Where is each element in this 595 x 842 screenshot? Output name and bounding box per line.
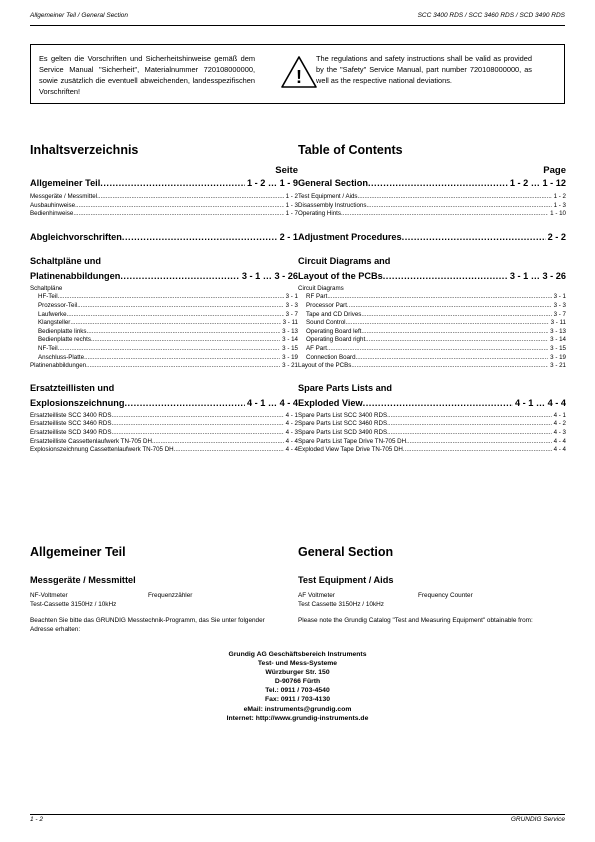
page-column-label: Seite [275, 165, 298, 176]
toc-entry[interactable]: Prozessor-Teil ..... 3 - 3 [30, 302, 298, 311]
toc-entry[interactable]: Operating Board right ..... 3 - 14 [298, 336, 566, 345]
toc-section[interactable]: Abgleichvorschriften ..... 2 - 1 [30, 231, 298, 244]
toc-entry[interactable]: Ersatzteilliste Cassettenlaufwerk TN-705 DH ..... 4 - 4 [30, 438, 298, 447]
toc-en [298, 143, 566, 455]
toc-entry[interactable]: Bedienplatte links ..... 3 - 13 [30, 328, 298, 337]
toc-subheading: Schaltpläne [30, 284, 63, 292]
address-line: Grundig AG Geschäftsbereich Instruments [228, 651, 367, 658]
toc-entry[interactable]: Processor Part ..... 3 - 3 [298, 302, 566, 311]
toc-entry[interactable]: Operating Hints ..... 1 - 10 [298, 210, 566, 219]
toc-entry[interactable]: Explosionszeichnung Cassettenlaufwerk TN-705 DH ..... 4 - 4 [30, 446, 298, 455]
toc-entry[interactable]: Ersatzteilliste SCD 3490 RDS ..... 4 - 3 [30, 429, 298, 438]
toc-entry[interactable]: AF Part ..... 3 - 15 [298, 345, 566, 354]
equipment-item: Frequency Counter [418, 592, 473, 599]
header-left: Allgemeiner Teil / General Section [30, 12, 129, 19]
toc-entry[interactable]: Spare Parts List Tape Drive TN-705 DH ..... 4 - 4 [298, 438, 566, 447]
toc-entry[interactable]: RF Part ..... 3 - 1 [298, 293, 566, 302]
toc-section[interactable]: General Section ..... 1 - 2 … 1 - 12 [298, 177, 566, 190]
toc-section-line: Spare Parts Lists and [298, 382, 392, 393]
toc-entry[interactable]: Spare Parts List SCC 3460 RDS ..... 4 - 2 [298, 420, 566, 429]
warning-glyph: ! [296, 67, 302, 87]
general-section-de [30, 545, 270, 634]
equipment-line [30, 592, 270, 601]
toc-entry[interactable]: Bedienplatte rechts ..... 3 - 14 [30, 336, 298, 345]
toc-section[interactable]: Explosionszeichnung ..... 4 - 1 … 4 - 4 [30, 397, 298, 410]
toc-entry[interactable]: Sound Control ..... 3 - 11 [298, 319, 566, 328]
address-line: Tel.: 0911 / 703-4540 [265, 687, 330, 695]
address-line: Fax: 0911 / 703-4130 [265, 696, 330, 704]
toc-entry[interactable]: Operating Board left ..... 3 - 13 [298, 328, 566, 337]
toc-section[interactable]: Platinenabbildungen ..... 3 - 1 … 3 - 26 [30, 270, 298, 283]
toc-section-line: Circuit Diagrams and [298, 255, 391, 266]
toc-entry[interactable]: Ersatzteilliste SCC 3400 RDS ..... 4 - 1 [30, 412, 298, 421]
website-link[interactable]: Internet: http://www.grundig-instruments.de [226, 714, 369, 722]
toc-entry[interactable]: Tape and CD Drives ..... 3 - 7 [298, 311, 566, 320]
toc-entry[interactable]: Spare Parts List SCD 3490 RDS ..... 4 - 3 [298, 429, 566, 438]
footer-brand: GRUNDIG Service [510, 816, 565, 823]
equipment-item: Test-Cassette 3150Hz / 10kHz [30, 600, 117, 608]
toc-entry[interactable]: Layout of the PCBs ..... 3 - 21 [298, 362, 566, 371]
toc-entry[interactable]: Ausbauhinweise ..... 1 - 3 [30, 202, 298, 211]
address-line: Test- und Mess-Systeme [257, 660, 338, 668]
address-line: D-90766 Fürth [274, 678, 321, 686]
page-number: 1 - 2 [30, 816, 44, 823]
address-line: Würzburger Str. 150 [265, 669, 330, 677]
toc-de [30, 143, 298, 455]
catalog-note: Beachten Sie bitte das GRUNDIG Messtechnik-Programm, das Sie unter folgender Adresse erhalten: [30, 617, 265, 633]
warning-triangle-icon [280, 55, 318, 89]
safety-text-en: The regulations and safety instructions shall be valid as provided by the "Safety" Service Manual, part number 720108000000, as well as the respective national deviations. [316, 54, 532, 85]
equipment-item: Test Cassette 3150Hz / 10kHz [298, 600, 384, 608]
general-section-en [298, 545, 538, 626]
page-column-label: Page [543, 165, 566, 176]
toc-entry[interactable]: Platinenabbildungen ..... 3 - 21 [30, 362, 298, 371]
equipment-line [298, 592, 538, 601]
header-rule [30, 25, 565, 26]
toc-subheading: Circuit Diagrams [298, 284, 344, 292]
toc-entry[interactable]: Laufwerke ..... 3 - 7 [30, 311, 298, 320]
catalog-note: Please note the Grundig Catalog "Test and Measuring Equipment" obtainable from: [298, 617, 533, 625]
safety-box [30, 44, 565, 104]
toc-entry[interactable]: NF-Teil ..... 3 - 15 [30, 345, 298, 354]
section-subtitle: Test Equipment / Aids [298, 575, 394, 585]
toc-entry[interactable]: Klangsteller ..... 3 - 11 [30, 319, 298, 328]
toc-section[interactable]: Layout of the PCBs ..... 3 - 1 … 3 - 26 [298, 270, 566, 283]
equipment-item: Frequenzzähler [148, 592, 193, 599]
safety-text-de: Es gelten die Vorschriften und Sicherheitshinweise gemäß dem Service Manual "Sicherheit", Materialnummer 720108000000, sowie zusätzlich die eventuell abweichenden, landesspezifischen Vorschriften! [39, 54, 255, 96]
section-title: General Section [298, 545, 394, 559]
section-subtitle: Messgeräte / Messmittel [30, 575, 136, 585]
toc-section[interactable]: Allgemeiner Teil ..... 1 - 2 … 1 - 9 [30, 177, 298, 190]
toc-section[interactable]: Exploded View ..... 4 - 1 … 4 - 4 [298, 397, 566, 410]
toc-entry[interactable]: Bedienhinweise ..... 1 - 7 [30, 210, 298, 219]
toc-entry[interactable]: Exploded View Tape Drive TN-705 DH ..... 4 - 4 [298, 446, 566, 455]
header-right: SCC 3400 RDS / SCC 3460 RDS / SCD 3490 RDS [417, 12, 565, 19]
toc-entry[interactable]: Disassembly Instructions ..... 1 - 3 [298, 202, 566, 211]
equipment-item: AF Voltmeter [298, 592, 335, 599]
toc-title: Table of Contents [298, 143, 403, 157]
toc-title: Inhaltsverzeichnis [30, 143, 139, 157]
toc-entry[interactable]: Connection Board ..... 3 - 19 [298, 354, 566, 363]
toc-entry[interactable]: Spare Parts List SCC 3400 RDS ..... 4 - 1 [298, 412, 566, 421]
contact-address [0, 650, 595, 723]
toc-entry[interactable]: Ersatzteilliste SCC 3460 RDS ..... 4 - 2 [30, 420, 298, 429]
toc-section[interactable]: Adjustment Procedures ..... 2 - 2 [298, 231, 566, 244]
toc-entry[interactable]: HF-Teil ..... 3 - 1 [30, 293, 298, 302]
toc-entry[interactable]: Anschluss-Platte ..... 3 - 19 [30, 354, 298, 363]
toc-section-line: Ersatzteillisten und [30, 382, 115, 393]
email-link[interactable]: eMail: instruments@grundig.com [243, 705, 352, 713]
footer-rule [30, 814, 565, 815]
toc-section-line: Schaltpläne und [30, 255, 101, 266]
equipment-item: NF-Voltmeter [30, 592, 68, 599]
toc-entry[interactable]: Test Equipment / Aids ..... 1 - 2 [298, 193, 566, 202]
section-title: Allgemeiner Teil [30, 545, 126, 559]
toc-entry[interactable]: Messgeräte / Messmittel ..... 1 - 2 [30, 193, 298, 202]
